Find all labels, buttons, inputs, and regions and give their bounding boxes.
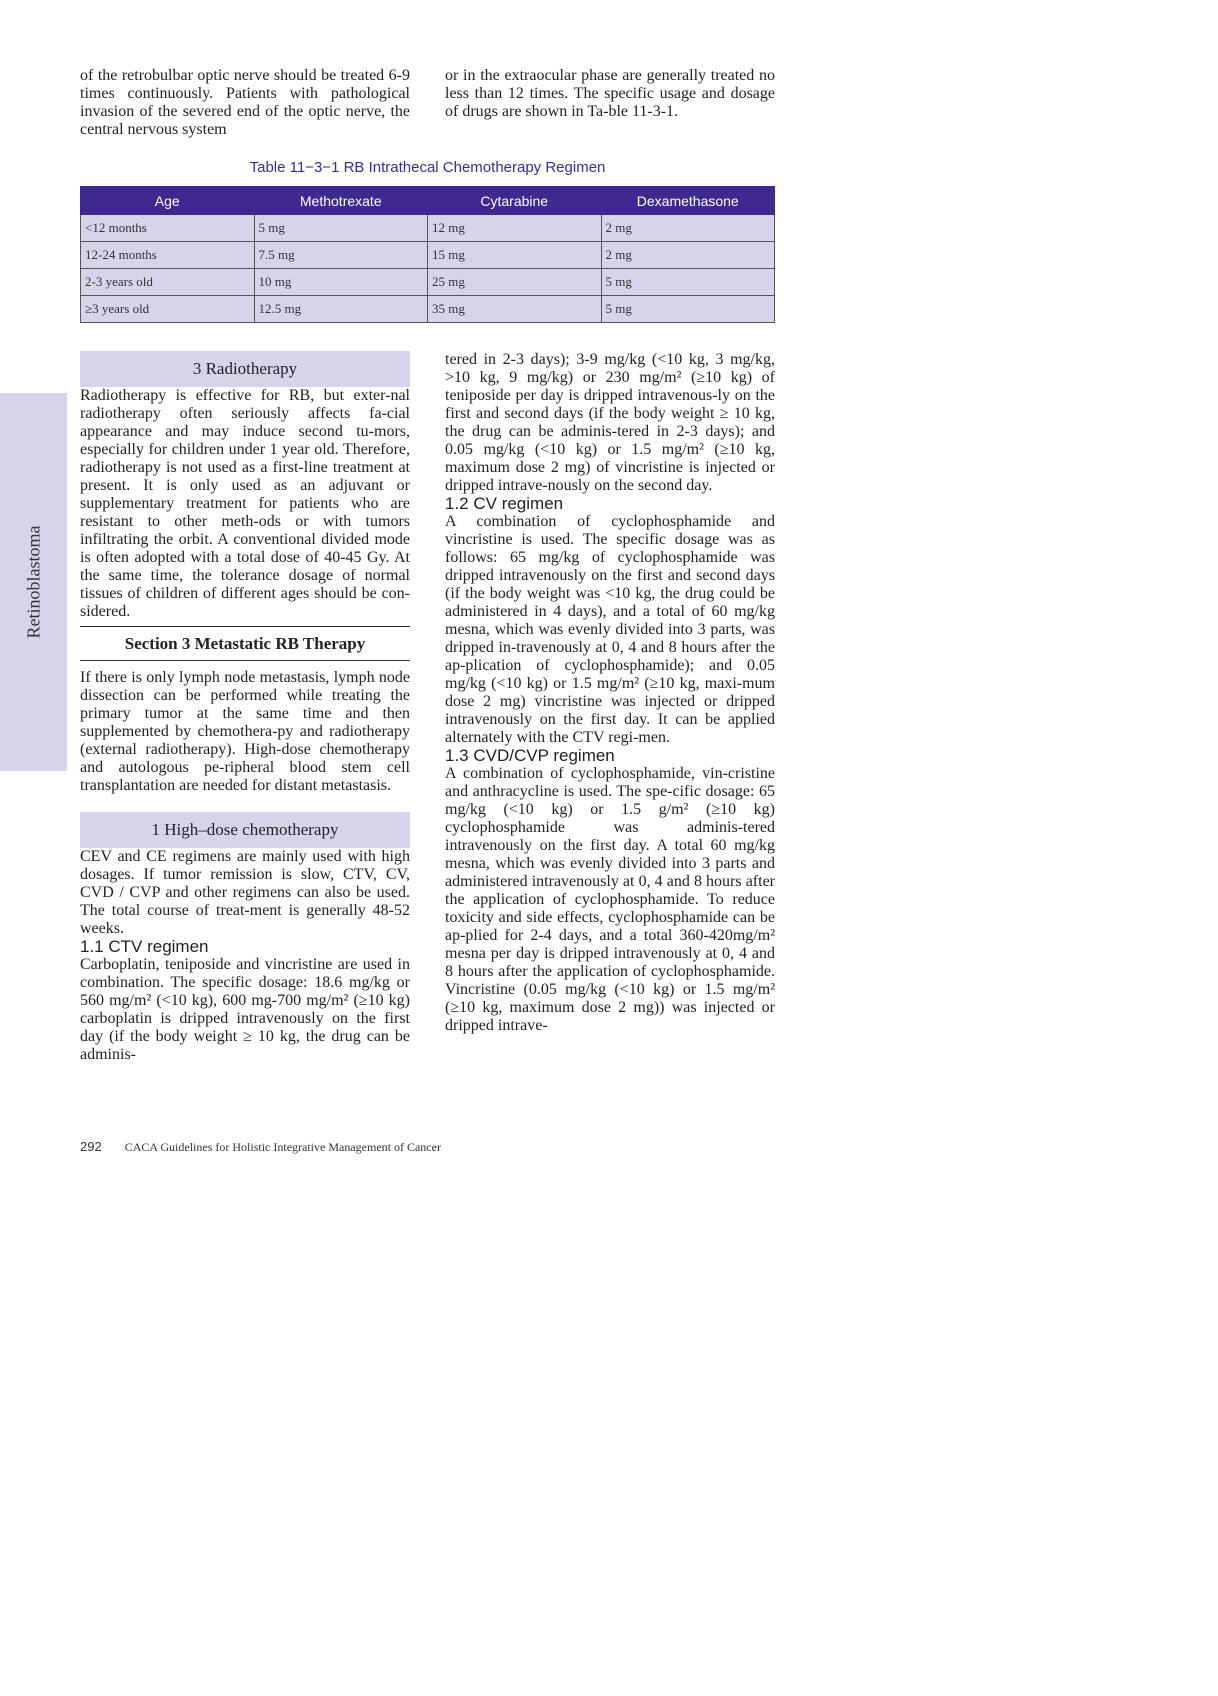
table-cell: 12.5 mg xyxy=(254,296,428,323)
table-row xyxy=(81,296,775,323)
side-tab-label: Retinoblastoma xyxy=(23,525,43,639)
table-cell: 35 mg xyxy=(428,296,602,323)
ctv-regimen-continued-paragraph: tered in 2-3 days); 3-9 mg/kg (<10 kg, 3 mg/kg, >10 kg, 9 mg/kg) or 230 mg/m² (≥10 kg) of teniposide per day is dripped intravenous-ly on the first and second days (if the body weight ≥ 10 kg, the drug can be adminis-tered in 2-3 days); and 0.05 mg/kg (<10 kg) or 1.5 mg/m² (≥10 kg, maximum dose 2 mg) of vincristine is injected or dripped intrave-nously on the second day. xyxy=(445,351,775,494)
table-header-cell: Dexamethasone xyxy=(601,187,775,215)
table-cell: 5 mg xyxy=(254,215,428,242)
side-tab xyxy=(0,393,67,771)
table-cell: <12 months xyxy=(81,215,255,242)
ctv-regimen-paragraph: Carboplatin, teniposide and vincristine are used in combination. The specific dosage: 18.6 mg/kg or 560 mg/m² (<10 kg), 600 mg-700 mg/m² (≥10 kg) carboplatin is dripped intravenously on the first day (if the body weight ≥ 10 kg, the drug can be adminis- xyxy=(80,956,410,1063)
top-left-paragraph: of the retrobulbar optic nerve should be treated 6-9 times continuously. Patients with pathological invasion of the severed end of the optic nerve, the central nervous system xyxy=(80,67,410,138)
table-header-cell: Cytarabine xyxy=(428,187,602,215)
cv-regimen-heading: 1.2 CV regimen xyxy=(445,494,564,513)
table-cell: 10 mg xyxy=(254,269,428,296)
table-header-row xyxy=(81,187,775,215)
table-row xyxy=(81,242,775,269)
table-cell: ≥3 years old xyxy=(81,296,255,323)
radiotherapy-paragraph: Radiotherapy is effective for RB, but exter-nal radiotherapy often seriously affects fa-cial appearance and may induce second tu-mors, especially for children under 1 year old. Therefore, radiotherapy is not used as a first-line treatment at present. It is only used as an adjuvant or supplementary treatment for patients who are resistant to other meth-ods or with tumors infiltrating the orbit. A conventional divided mode is often adopted with a total dose of 40-45 Gy. At the same time, the tolerance dosage of normal tissues of children of different ages should be con-sidered. xyxy=(80,387,410,620)
table-row xyxy=(81,269,775,296)
chemotherapy-regimen-table xyxy=(80,186,775,323)
high-dose-chemotherapy-heading: 1 High–dose chemotherapy xyxy=(80,812,410,848)
table-header-cell: Methotrexate xyxy=(254,187,428,215)
metastatic-therapy-paragraph: If there is only lymph node metastasis, lymph node dissection can be performed while treating the primary tumor at the same time and then supplemented by chemothera-py and radiotherapy (external radiotherapy). High-dose chemotherapy and autologous pe-ripheral blood stem cell transplantation are needed for distant metastasis. xyxy=(80,669,410,794)
section-heading: Section 3 Metastatic RB Therapy xyxy=(80,626,410,661)
table-cell: 15 mg xyxy=(428,242,602,269)
cv-regimen-paragraph: A combination of cyclophosphamide and vincristine is used. The specific dosage was as follows: 65 mg/kg of cyclophosphamide was dripped intravenously on the first and second days (if the body weight was <10 kg, the drug could be administered in 4 days), and a total of 60 mg/kg mesna, which was evenly divided into 3 parts, was dripped in-travenously at 0, 4 and 8 hours after the ap-plication of cyclophosphamide); and 0.05 mg/kg (<10 kg) or 1.5 mg/m² (≥10 kg, maxi-mum dose 2 mg) vincristine was injected or dripped intravenously on the first day. It can be applied alternately with the CTV regi-men. xyxy=(445,513,775,746)
top-right-paragraph: or in the extraocular phase are generally treated no less than 12 times. The specific usage and dosage of drugs are shown in Ta-ble 11-3-1. xyxy=(445,67,775,120)
table-cell: 7.5 mg xyxy=(254,242,428,269)
table-caption: Table 11−3−1 RB Intrathecal Chemotherapy Regimen xyxy=(249,159,606,176)
page-footer xyxy=(80,1139,441,1155)
table-cell: 5 mg xyxy=(601,296,775,323)
cvd-cvp-regimen-heading: 1.3 CVD/CVP regimen xyxy=(445,746,615,765)
ctv-regimen-heading: 1.1 CTV regimen xyxy=(80,937,209,956)
table-header-cell: Age xyxy=(81,187,255,215)
table-cell: 12-24 months xyxy=(81,242,255,269)
radiotherapy-heading: 3 Radiotherapy xyxy=(80,351,410,387)
top-right-text-column xyxy=(445,67,775,121)
top-left-text-column xyxy=(80,67,410,139)
page-number: 292 xyxy=(80,1139,102,1154)
table-cell: 5 mg xyxy=(601,269,775,296)
cvd-cvp-regimen-paragraph: A combination of cyclophosphamide, vin-cristine and anthracycline is used. The spe-cific dosage: 65 mg/kg (<10 kg) or 1.5 g/m² (≥10 kg) cyclophosphamide was adminis-tered intravenously on the first day. A total 60 mg/kg mesna, which was evenly divided into 3 parts and administered intravenously at 0, 4 and 8 hours after the application of cyclophosphamide. To reduce toxicity and side effects, cyclophosphamide can be ap-plied for 2-4 days, and a total 360-420mg/m² mesna per day is dripped intravenously at 0, 4 and 8 hours after the application of cyclophosphamide. Vincristine (0.05 mg/kg (<10 kg) or 1.5 mg/m² (≥10 kg, maximum dose 2 mg)) was injected or dripped intrave- xyxy=(445,765,775,1034)
high-dose-chemotherapy-paragraph: CEV and CE regimens are mainly used with high dosages. If tumor remission is slow, CTV, CV, CVD / CVP and other regimens can also be used. The total course of treat-ment is generally 48-52 weeks. xyxy=(80,848,410,937)
table-cell: 2 mg xyxy=(601,215,775,242)
table-cell: 12 mg xyxy=(428,215,602,242)
table-cell: 25 mg xyxy=(428,269,602,296)
table-row xyxy=(81,215,775,242)
table-cell: 2-3 years old xyxy=(81,269,255,296)
left-text-column xyxy=(80,351,410,1064)
table-cell: 2 mg xyxy=(601,242,775,269)
running-title: CACA Guidelines for Holistic Integrative Management of Cancer xyxy=(124,1140,441,1154)
right-text-column xyxy=(445,351,775,1035)
